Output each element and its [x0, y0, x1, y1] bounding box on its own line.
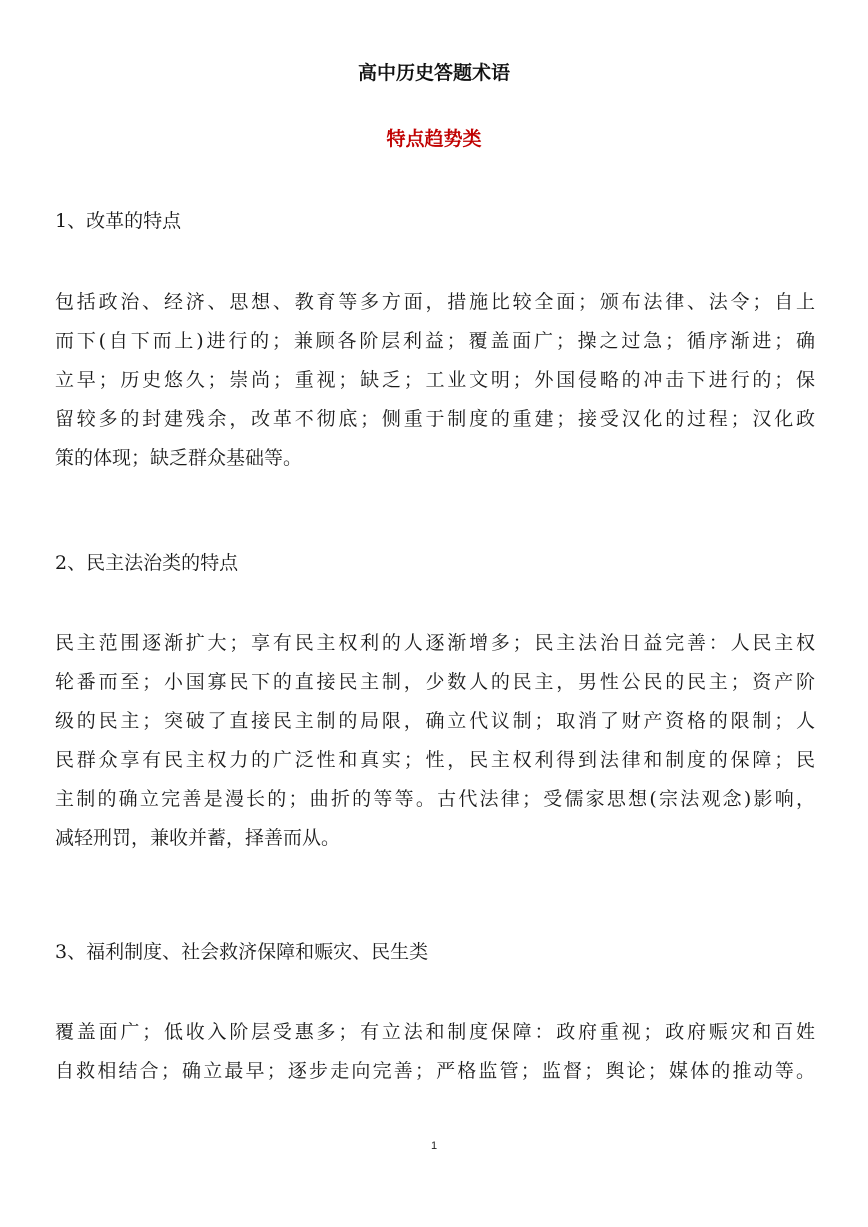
text-line: 主制的确立完善是漫长的；曲折的等等。古代法律；受儒家思想(宗法观念)影响，: [55, 788, 815, 810]
page-number: 1: [430, 1140, 438, 1152]
text-line: 轮番而至；小国寡民下的直接民主制，少数人的民主，男性公民的民主；资产阶: [55, 671, 815, 693]
text-line: 立早；历史悠久；崇尚；重视；缺乏；工业文明；外国侵略的冲击下进行的；保: [55, 369, 815, 391]
text-line: 减轻刑罚，兼收并蓄，择善而从。: [55, 827, 341, 849]
section-heading-1: 1、改革的特点: [55, 210, 182, 232]
text-line: 覆盖面广；低收入阶层受惠多；有立法和制度保障：政府重视；政府赈灾和百姓: [55, 1021, 815, 1043]
text-line: 包括政治、经济、思想、教育等多方面，措施比较全面；颁布法律、法令；自上: [55, 291, 815, 313]
section-body-3: [55, 1013, 815, 1091]
text-line: 策的体现；缺乏群众基础等。: [55, 447, 303, 469]
text-line: 民群众享有民主权力的广泛性和真实；性，民主权利得到法律和制度的保障；民: [55, 749, 815, 771]
section-heading-2: 2、民主法治类的特点: [55, 552, 239, 574]
text-line: 级的民主；突破了直接民主制的局限，确立代议制；取消了财产资格的限制；人: [55, 710, 815, 732]
text-line: 自救相结合；确立最早；逐步走向完善；严格监管；监督；舆论；媒体的推动等。: [55, 1060, 815, 1082]
section-body-1: [55, 283, 815, 478]
document-title: 高中历史答题术语: [357, 62, 510, 84]
text-line: 民主范围逐渐扩大；享有民主权利的人逐渐增多；民主法治日益完善：人民主权: [55, 632, 815, 654]
section-body-2: [55, 624, 815, 858]
category-heading: 特点趋势类: [386, 128, 482, 150]
text-line: 留较多的封建残余，改革不彻底；侧重于制度的重建；接受汉化的过程；汉化政: [55, 408, 815, 430]
text-line: 而下(自下而上)进行的；兼顾各阶层利益；覆盖面广；操之过急；循序渐进；确: [55, 330, 815, 352]
section-heading-3: 3、福利制度、社会救济保障和赈灾、民生类: [55, 941, 429, 963]
